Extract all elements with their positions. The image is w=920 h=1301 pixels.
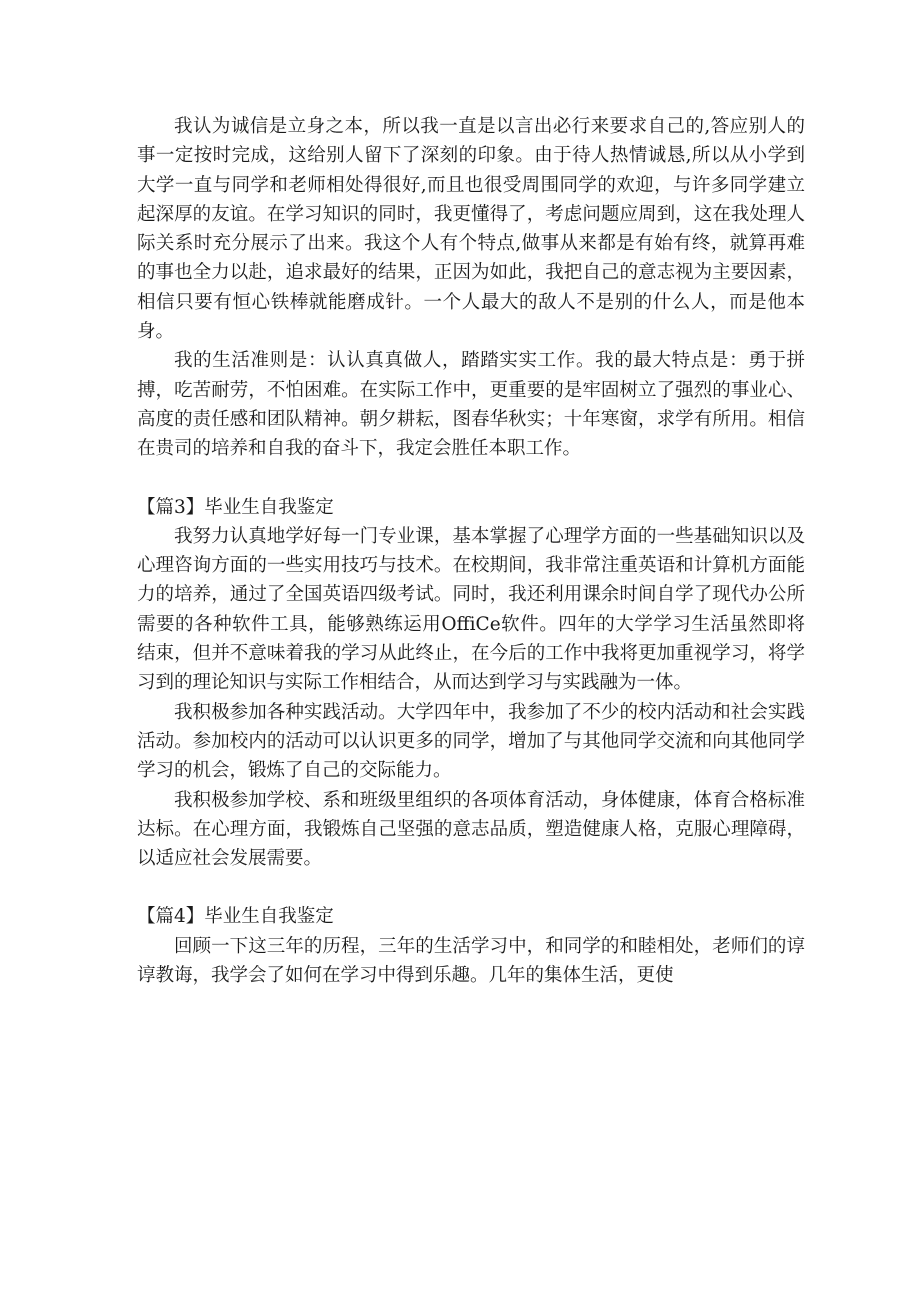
section-heading: 【篇3】毕业生自我鉴定 [137,496,334,518]
section-part-4 [137,902,805,990]
paragraph: 我认为诚信是立身之本，所以我一直是以言出必行来要求自己的,答应别人的事一定按时完成，这给别人留下了深刻的印象。由于待人热情诚恳,所以从小学到大学一直与同学和老师相处得很好,而且也很受周围同学的欢迎，与许多同学建立起深厚的友谊。在学习知识的同时，我更懂得了，考虑问题应周到，这在我处理人际关系时充分展示了出来。我这个人有个特点,做事从来都是有始有终，就算再难的事也全力以赴，追求最好的结果，正因为如此，我把自己的意志视为主要因素，相信只要有恒心铁棒就能磨成针。一个人最大的敌人不是别的什么人，而是他本身。 [137,116,805,343]
section-part-3 [137,493,805,874]
section-heading: 【篇4】毕业生自我鉴定 [137,906,334,928]
document-body [137,112,805,990]
paragraph: 我努力认真地学好每一门专业课，基本掌握了心理学方面的一些基础知识以及心理咨询方面的一些实用技巧与技术。在校期间，我非常注重英语和计算机方面能力的培养，通过了全国英语四级考试。同时，我还利用课余时间自学了现代办公所需要的各种软件工具，能够熟练运用OffiCe软件。四年的大学学习生活虽然即将结束，但并不意味着我的学习从此终止，在今后的工作中我将更加重视学习，将学习到的理论知识与实际工作相结合，从而达到学习与实践融为一体。 [137,525,805,694]
section-continued [137,112,805,464]
paragraph: 我积极参加学校、系和班级里组织的各项体育活动，身体健康，体育合格标准达标。在心理方面，我锻炼自己坚强的意志品质，塑造健康人格，克服心理障碍，以适应社会发展需要。 [137,789,805,870]
paragraph: 我的生活准则是：认认真真做人，踏踏实实工作。我的最大特点是：勇于拼搏，吃苦耐劳，不怕困难。在实际工作中，更重要的是牢固树立了强烈的事业心、高度的责任感和团队精神。朝夕耕耘，图春华秋实；十年寒窗，求学有所用。相信在贵司的培养和自我的奋斗下，我定会胜任本职工作。 [137,350,805,460]
paragraph: 回顾一下这三年的历程，三年的生活学习中，和同学的和睦相处，老师们的谆谆教诲，我学会了如何在学习中得到乐趣。几年的集体生活，更使 [137,935,805,987]
section-spacer [137,873,805,902]
paragraph: 我积极参加各种实践活动。大学四年中，我参加了不少的校内活动和社会实践活动。参加校内的活动可以认识更多的同学，增加了与其他同学交流和向其他同学学习的机会，锻炼了自己的交际能力。 [137,701,805,782]
section-spacer [137,464,805,493]
